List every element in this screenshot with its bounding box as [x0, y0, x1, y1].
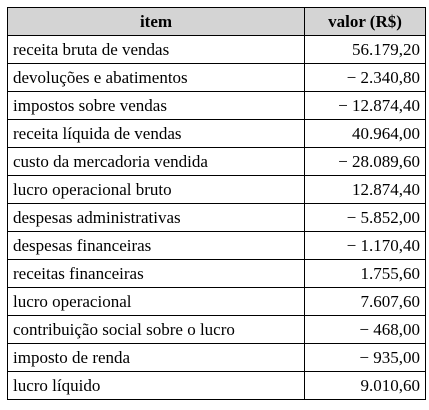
- row-valor: − 12.874,40: [305, 92, 426, 120]
- table-header-row: [8, 8, 426, 36]
- row-valor: 9.010,60: [305, 372, 426, 400]
- row-valor: − 1.170,40: [305, 232, 426, 260]
- table-row: [8, 288, 426, 316]
- header-valor: valor (R$): [305, 8, 426, 36]
- row-item: impostos sobre vendas: [8, 92, 305, 120]
- row-item: receita bruta de vendas: [8, 36, 305, 64]
- row-item: lucro operacional: [8, 288, 305, 316]
- row-valor: 12.874,40: [305, 176, 426, 204]
- row-item: despesas financeiras: [8, 232, 305, 260]
- row-item: imposto de renda: [8, 344, 305, 372]
- row-valor: − 935,00: [305, 344, 426, 372]
- table-body: [8, 36, 426, 400]
- row-item: despesas administrativas: [8, 204, 305, 232]
- row-item: receita líquida de vendas: [8, 120, 305, 148]
- row-valor: − 468,00: [305, 316, 426, 344]
- table-row: [8, 176, 426, 204]
- row-valor: − 5.852,00: [305, 204, 426, 232]
- table-row: [8, 372, 426, 400]
- row-item: contribuição social sobre o lucro: [8, 316, 305, 344]
- financial-table: [7, 7, 426, 400]
- table-row: [8, 204, 426, 232]
- row-item: devoluções e abatimentos: [8, 64, 305, 92]
- table-row: [8, 120, 426, 148]
- row-valor: 56.179,20: [305, 36, 426, 64]
- table-row: [8, 64, 426, 92]
- row-item: lucro operacional bruto: [8, 176, 305, 204]
- row-valor: − 2.340,80: [305, 64, 426, 92]
- table-row: [8, 36, 426, 64]
- header-item: item: [8, 8, 305, 36]
- table-row: [8, 232, 426, 260]
- table-row: [8, 344, 426, 372]
- row-item: custo da mercadoria vendida: [8, 148, 305, 176]
- table-row: [8, 92, 426, 120]
- table-row: [8, 148, 426, 176]
- row-item: receitas financeiras: [8, 260, 305, 288]
- row-valor: − 28.089,60: [305, 148, 426, 176]
- row-item: lucro líquido: [8, 372, 305, 400]
- table-row: [8, 260, 426, 288]
- table-row: [8, 316, 426, 344]
- row-valor: 7.607,60: [305, 288, 426, 316]
- row-valor: 1.755,60: [305, 260, 426, 288]
- row-valor: 40.964,00: [305, 120, 426, 148]
